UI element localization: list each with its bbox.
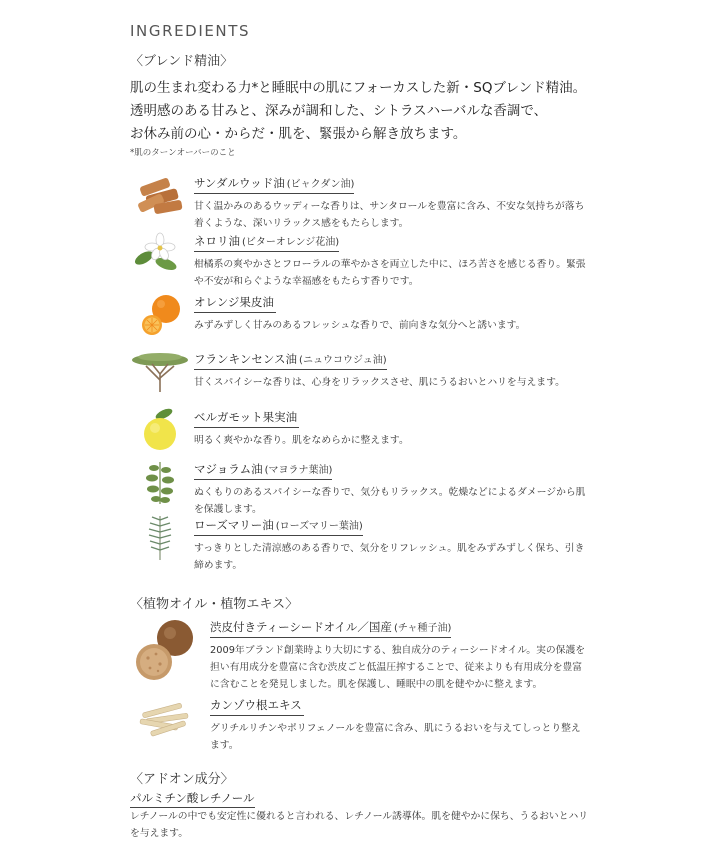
neroli-flower-icon [130, 230, 190, 278]
addon-ingredient-description: レチノールの中でも安定性に優れると言われる、レチノール誘導体。肌を健やかに保ち、うるおいとハリを与えます。 [130, 811, 589, 839]
intro-line: お休み前の心・からだ・肌を、緊張から解き放ちます。 [130, 126, 467, 142]
licorice-root-icon [130, 694, 202, 742]
ingredient-description: 甘くスパイシーな香りは、心身をリラックスさせ、肌にうるおいとハリを与えます。 [194, 377, 565, 388]
ingredient-description: グリチルリチンやポリフェノールを豊富に含み、肌にうるおいを与えてしっとり整えます。 [210, 723, 581, 751]
ingredient-name: オレンジ果皮油 [194, 295, 276, 313]
blend-intro [130, 77, 590, 146]
ingredient-name: 渋皮付きティーシードオイル／国産 (チャ種子油) [210, 620, 451, 638]
ingredient-description: すっきりとした清涼感のある香りで、気分をリフレッシュ。肌をみずみずしく保ち、引き締めます。 [194, 543, 585, 571]
ingredient-description: 柑橘系の爽やかさとフローラルの華やかさを両立した中に、ほろ苦さを感じる香り。緊張や不安が和らぐような幸福感をもたらす香りです。 [194, 259, 586, 287]
sandalwood-icon [130, 172, 190, 220]
orange-icon [130, 291, 190, 339]
ingredient-description: 甘く温かみのあるウッディーな香りは、サンタロールを豊富に含み、不安な気持ちが落ち着くような、深いリラックス感をもたらします。 [194, 201, 585, 229]
ingredient-name: サンダルウッド油 (ビャクダン油) [194, 176, 354, 194]
ingredient-description: 明るく爽やかな香り。肌をなめらかに整えます。 [194, 435, 409, 446]
ingredient-name: マジョラム油 (マヨラナ葉油) [194, 462, 332, 480]
ingredient-name: カンゾウ根エキス [210, 698, 304, 716]
addon-section-title: 〈アドオン成分〉 [130, 772, 234, 787]
ingredient-description: ぬくもりのあるスパイシーな香りで、気分もリラックス。乾燥などによるダメージから肌を保護します。 [194, 487, 586, 515]
addon-ingredient-name: パルミチン酸レチノール [130, 790, 255, 808]
rosemary-icon [130, 514, 190, 562]
intro-line: 肌の生まれ変わる力*と睡眠中の肌にフォーカスした新・SQブレンド精油。 [130, 80, 587, 96]
frankincense-tree-icon [130, 348, 190, 396]
intro-line: 透明感のある甘みと、深みが調和した、シトラスハーバルな香調で、 [130, 103, 548, 119]
ingredient-name: ベルガモット果実油 [194, 410, 299, 428]
tea-seed-icon [130, 616, 202, 686]
footnote: *肌のターンオーバーのこと [130, 148, 236, 158]
ingredient-description: みずみずしく甘みのあるフレッシュな香りで、前向きな気分へと誘います。 [194, 320, 526, 331]
ingredient-description: 2009年ブランド創業時より大切にする、独自成分のティーシードオイル。実の保護を担い有用成分を豊富に含む渋皮ごと低温圧搾することで、従来よりも有用成分を豊富に含むことを発見しました。肌を保護し、睡眠中の肌を健やかに整えます。 [210, 645, 586, 690]
ingredient-name: ネロリ油 (ビターオレンジ花油) [194, 234, 339, 252]
plant-section-title: 〈植物オイル・植物エキス〉 [130, 597, 299, 612]
marjoram-icon [130, 458, 190, 506]
bergamot-icon [130, 406, 190, 454]
blend-section-title: 〈ブレンド精油〉 [130, 54, 234, 69]
ingredient-name: フランキンセンス油 (ニュウコウジュ油) [194, 352, 387, 370]
page-heading: INGREDIENTS [130, 22, 251, 40]
ingredient-name: ローズマリー油 (ローズマリー葉油) [194, 518, 363, 536]
